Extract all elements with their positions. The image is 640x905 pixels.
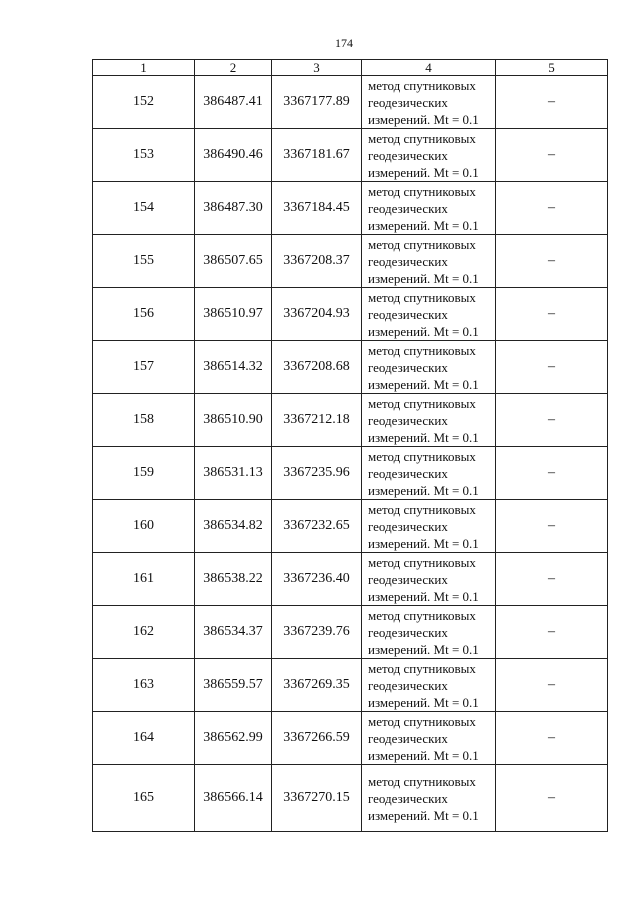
method-cell: [362, 659, 496, 712]
y-coordinate-cell: 3367269.35: [272, 659, 362, 712]
method-line-2: геодезических: [368, 412, 448, 428]
method-line-2: геодезических: [368, 465, 448, 481]
method-line-3: измерений. Mt = 0.1: [368, 694, 479, 710]
table-row: [93, 765, 608, 832]
y-coordinate-cell: 3367236.40: [272, 553, 362, 606]
note-cell: –: [496, 447, 608, 500]
table-row: [93, 235, 608, 288]
point-number-cell: 154: [93, 182, 195, 235]
table-row: [93, 129, 608, 182]
point-number-cell: 155: [93, 235, 195, 288]
method-line-2: геодезических: [368, 518, 448, 534]
method-line-2: геодезических: [368, 306, 448, 322]
method-line-3: измерений. Mt = 0.1: [368, 747, 479, 763]
table-row: [93, 341, 608, 394]
note-cell: –: [496, 659, 608, 712]
method-line-1: метод спутниковых: [368, 660, 476, 676]
method-cell: [362, 341, 496, 394]
header-row: [93, 60, 608, 76]
x-coordinate-cell: 386538.22: [195, 553, 272, 606]
table-row: [93, 76, 608, 129]
method-line-2: геодезических: [368, 200, 448, 216]
method-line-2: геодезических: [368, 94, 448, 110]
note-cell: –: [496, 765, 608, 832]
point-number-cell: 160: [93, 500, 195, 553]
point-number-cell: 153: [93, 129, 195, 182]
y-coordinate-cell: 3367181.67: [272, 129, 362, 182]
method-line-1: метод спутниковых: [368, 773, 476, 789]
method-line-3: измерений. Mt = 0.1: [368, 482, 479, 498]
y-coordinate-cell: 3367266.59: [272, 712, 362, 765]
header-col-3: 3: [272, 60, 362, 76]
method-line-2: геодезических: [368, 730, 448, 746]
y-coordinate-cell: 3367270.15: [272, 765, 362, 832]
x-coordinate-cell: 386562.99: [195, 712, 272, 765]
method-line-2: геодезических: [368, 359, 448, 375]
x-coordinate-cell: 386490.46: [195, 129, 272, 182]
method-cell: [362, 288, 496, 341]
point-number-cell: 162: [93, 606, 195, 659]
table-row: [93, 500, 608, 553]
x-coordinate-cell: 386534.82: [195, 500, 272, 553]
method-line-1: метод спутниковых: [368, 289, 476, 305]
method-line-1: метод спутниковых: [368, 448, 476, 464]
y-coordinate-cell: 3367208.37: [272, 235, 362, 288]
point-number-cell: 157: [93, 341, 195, 394]
page-number: 174: [335, 36, 353, 50]
method-cell: [362, 129, 496, 182]
note-cell: –: [496, 606, 608, 659]
y-coordinate-cell: 3367208.68: [272, 341, 362, 394]
note-cell: –: [496, 500, 608, 553]
method-line-2: геодезических: [368, 147, 448, 163]
method-cell: [362, 235, 496, 288]
method-cell: [362, 553, 496, 606]
method-cell: [362, 76, 496, 129]
method-line-2: геодезических: [368, 253, 448, 269]
y-coordinate-cell: 3367204.93: [272, 288, 362, 341]
header-col-2: 2: [195, 60, 272, 76]
method-line-1: метод спутниковых: [368, 713, 476, 729]
x-coordinate-cell: 386510.90: [195, 394, 272, 447]
method-line-3: измерений. Mt = 0.1: [368, 807, 479, 823]
point-number-cell: 156: [93, 288, 195, 341]
note-cell: –: [496, 235, 608, 288]
header-col-4: 4: [362, 60, 496, 76]
point-number-cell: 161: [93, 553, 195, 606]
point-number-cell: 164: [93, 712, 195, 765]
method-line-3: измерений. Mt = 0.1: [368, 111, 479, 127]
method-cell: [362, 182, 496, 235]
method-cell: [362, 765, 496, 832]
method-line-2: геодезических: [368, 571, 448, 587]
method-line-2: геодезических: [368, 677, 448, 693]
coordinates-table: [92, 59, 608, 832]
note-cell: –: [496, 288, 608, 341]
table-row: [93, 659, 608, 712]
note-cell: –: [496, 76, 608, 129]
method-line-2: геодезических: [368, 624, 448, 640]
note-cell: –: [496, 129, 608, 182]
x-coordinate-cell: 386487.41: [195, 76, 272, 129]
method-cell: [362, 394, 496, 447]
table-row: [93, 182, 608, 235]
y-coordinate-cell: 3367239.76: [272, 606, 362, 659]
point-number-cell: 163: [93, 659, 195, 712]
y-coordinate-cell: 3367177.89: [272, 76, 362, 129]
table-row: [93, 288, 608, 341]
y-coordinate-cell: 3367184.45: [272, 182, 362, 235]
x-coordinate-cell: 386531.13: [195, 447, 272, 500]
method-line-3: измерений. Mt = 0.1: [368, 270, 479, 286]
point-number-cell: 152: [93, 76, 195, 129]
method-line-3: измерений. Mt = 0.1: [368, 323, 479, 339]
x-coordinate-cell: 386507.65: [195, 235, 272, 288]
table-row: [93, 394, 608, 447]
x-coordinate-cell: 386510.97: [195, 288, 272, 341]
x-coordinate-cell: 386534.37: [195, 606, 272, 659]
method-line-1: метод спутниковых: [368, 183, 476, 199]
method-cell: [362, 712, 496, 765]
y-coordinate-cell: 3367212.18: [272, 394, 362, 447]
method-line-3: измерений. Mt = 0.1: [368, 429, 479, 445]
point-number-cell: 159: [93, 447, 195, 500]
table-row: [93, 553, 608, 606]
method-line-3: измерений. Mt = 0.1: [368, 164, 479, 180]
y-coordinate-cell: 3367235.96: [272, 447, 362, 500]
method-line-3: измерений. Mt = 0.1: [368, 535, 479, 551]
method-cell: [362, 447, 496, 500]
method-line-1: метод спутниковых: [368, 130, 476, 146]
method-line-3: измерений. Mt = 0.1: [368, 217, 479, 233]
y-coordinate-cell: 3367232.65: [272, 500, 362, 553]
method-cell: [362, 500, 496, 553]
method-line-1: метод спутниковых: [368, 501, 476, 517]
table-row: [93, 712, 608, 765]
note-cell: –: [496, 712, 608, 765]
header-col-5: 5: [496, 60, 608, 76]
table-row: [93, 606, 608, 659]
method-line-1: метод спутниковых: [368, 395, 476, 411]
method-line-2: геодезических: [368, 790, 448, 806]
method-line-3: измерений. Mt = 0.1: [368, 641, 479, 657]
note-cell: –: [496, 341, 608, 394]
x-coordinate-cell: 386566.14: [195, 765, 272, 832]
method-line-1: метод спутниковых: [368, 236, 476, 252]
note-cell: –: [496, 553, 608, 606]
note-cell: –: [496, 182, 608, 235]
method-cell: [362, 606, 496, 659]
point-number-cell: 165: [93, 765, 195, 832]
method-line-3: измерений. Mt = 0.1: [368, 376, 479, 392]
table-row: [93, 447, 608, 500]
x-coordinate-cell: 386559.57: [195, 659, 272, 712]
method-line-3: измерений. Mt = 0.1: [368, 588, 479, 604]
note-cell: –: [496, 394, 608, 447]
point-number-cell: 158: [93, 394, 195, 447]
method-line-1: метод спутниковых: [368, 607, 476, 623]
method-line-1: метод спутниковых: [368, 554, 476, 570]
x-coordinate-cell: 386514.32: [195, 341, 272, 394]
x-coordinate-cell: 386487.30: [195, 182, 272, 235]
header-col-1: 1: [93, 60, 195, 76]
method-line-1: метод спутниковых: [368, 342, 476, 358]
method-line-1: метод спутниковых: [368, 77, 476, 93]
